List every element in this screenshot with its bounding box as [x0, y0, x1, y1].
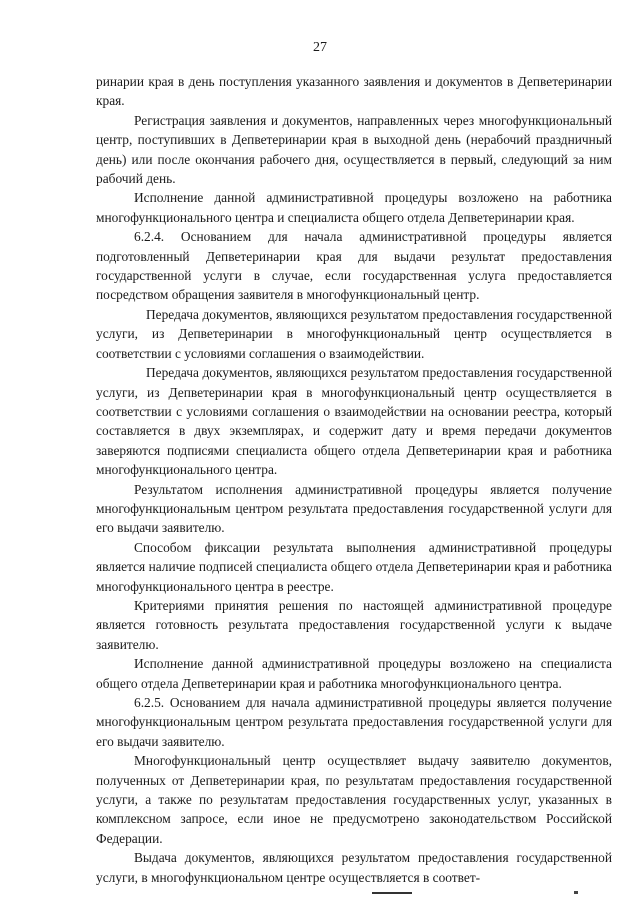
document-body: [96, 72, 612, 887]
footer-scan-mark: [372, 892, 412, 894]
paragraph: Передача документов, являющихся результатом предоставления государственной услуги, из Депветеринарии края в многофункциональный центр осуществляется в соответствии с условиями соглашения о взаимодействии на основании реестра, который составляется в двух экземплярах, и содержит дату и время передачи документов заверяются подписями специалиста общего отдела Депветеринарии края и работника многофункционального центра.: [96, 365, 612, 478]
paragraph: Способом фиксации результата выполнения административной процедуры является наличие подписей специалиста общего отдела Депветеринарии края и работника многофункционального центра в реестре.: [96, 539, 612, 594]
paragraph: Регистрация заявления и документов, направленных через многофункциональный центр, поступивших в Депветеринарии края в выходной день (нерабочий праздничный день) или после окончания рабочего дня, осуществляется в первый, следующий за ним рабочий день.: [96, 112, 612, 187]
page-number: 27: [313, 40, 327, 55]
paragraph: Исполнение данной административной процедуры возложено на работника многофункционального центра и специалиста общего отдела Депветеринарии края.: [96, 190, 612, 225]
paragraph: Критериями принятия решения по настоящей административной процедуре является готовность результата предоставления государственной услуги к выдаче заявителю.: [96, 597, 612, 652]
paragraph: Передача документов, являющихся результатом предоставления государственной услуги, из Депветеринарии в многофункциональный центр осуществляется в соответствии с условиями соглашения о взаимодействии.: [96, 306, 612, 361]
paragraph: Результатом исполнения административной процедуры является получение многофункциональным центром результата предоставления государственной услуги для его выдачи заявителю.: [96, 481, 612, 536]
paragraph-continuation: ринарии края в день поступления указанного заявления и документов в Депветеринарии края.: [96, 74, 612, 109]
paragraph: Исполнение данной административной процедуры возложено на специалиста общего отдела Депветеринарии края и работника многофункционального центра.: [96, 656, 612, 691]
paragraph-section-6-2-4: 6.2.4. Основанием для начала административной процедуры является подготовленный Депветеринарии края для выдачи результат предоставления государственной услуги в случае, если государственная услуга предоставляется посредством обращения заявителя в многофункциональный центр.: [96, 229, 612, 303]
paragraph: Выдача документов, являющихся результатом предоставления государственной услуги, в многофункциональном центре осуществляется в соответ-: [96, 850, 612, 885]
paragraph-section-6-2-5: 6.2.5. Основанием для начала административной процедуры является получение многофункциональным центром результата предоставления государственной услуги для его выдачи заявителю.: [96, 695, 612, 749]
footer-scan-dot: [574, 891, 578, 894]
paragraph: Многофункциональный центр осуществляет выдачу заявителю документов, полученных от Депветеринарии края, по результатам предоставления государственной услуги, а также по результатам предоставления государственных услуг, указанных в комплексном запросе, если иное не предусмотрено законодательством Российской Федерации.: [96, 753, 612, 846]
